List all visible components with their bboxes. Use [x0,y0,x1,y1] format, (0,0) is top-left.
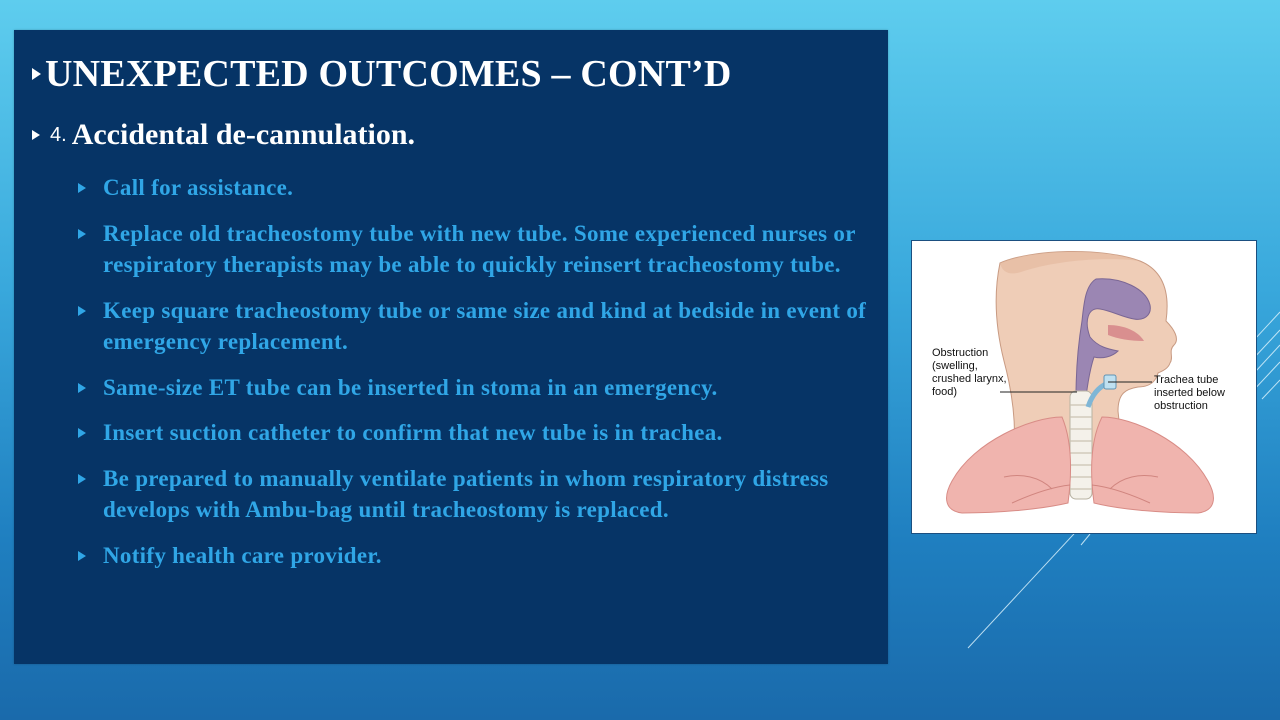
bullet-arrow-icon [78,183,86,193]
item-number: 4. [50,123,67,146]
bullet-arrow-icon [78,229,86,239]
list-item [78,417,878,449]
slide-title: UNEXPECTED OUTCOMES – CONT’D [45,53,732,95]
anatomy-illustration [911,240,1257,534]
list-item [78,172,878,204]
item-heading: Accidental de-cannulation. [71,118,416,151]
bullet-text: Keep square tracheostomy tube or same size and kind at bedside in event of emergency replacement. [103,297,867,354]
bullet-arrow-icon [78,306,86,316]
bullet-arrow-icon [78,428,86,438]
bullet-arrow-icon [32,68,41,80]
list-item [78,295,878,358]
trachea-diagram-image [912,241,1255,532]
list-item [78,372,878,404]
obstruction-label: Obstruction (swelling, crushed larynx, food) [932,347,1007,398]
bullet-text: Replace old tracheostomy tube with new tube. Some experienced nurses or respiratory therapists may be able to quickly reinsert tracheostomy tube. [103,220,856,277]
list-item [78,540,878,572]
bullet-arrow-icon [32,130,40,140]
content-panel [14,30,888,664]
numbered-item [32,118,415,152]
bullet-arrow-icon [78,383,86,393]
bullet-text: Be prepared to manually ventilate patients in whom respiratory distress develops with Ambu-bag until tracheostomy is replaced. [103,465,829,522]
bullet-text: Insert suction catheter to confirm that new tube is in trachea. [103,420,723,445]
list-item [78,463,878,526]
bullet-arrow-icon [78,551,86,561]
bullet-list [78,172,878,585]
trachea-tube-label: Trachea tube inserted below obstruction [1154,374,1225,412]
bullet-text: Call for assistance. [103,175,294,200]
bullet-arrow-icon [78,474,86,484]
slide-title-row [32,52,731,96]
list-item [78,218,878,281]
bullet-text: Notify health care provider. [103,542,382,568]
bullet-text: Same-size ET tube can be inserted in stoma in an emergency. [103,374,718,400]
